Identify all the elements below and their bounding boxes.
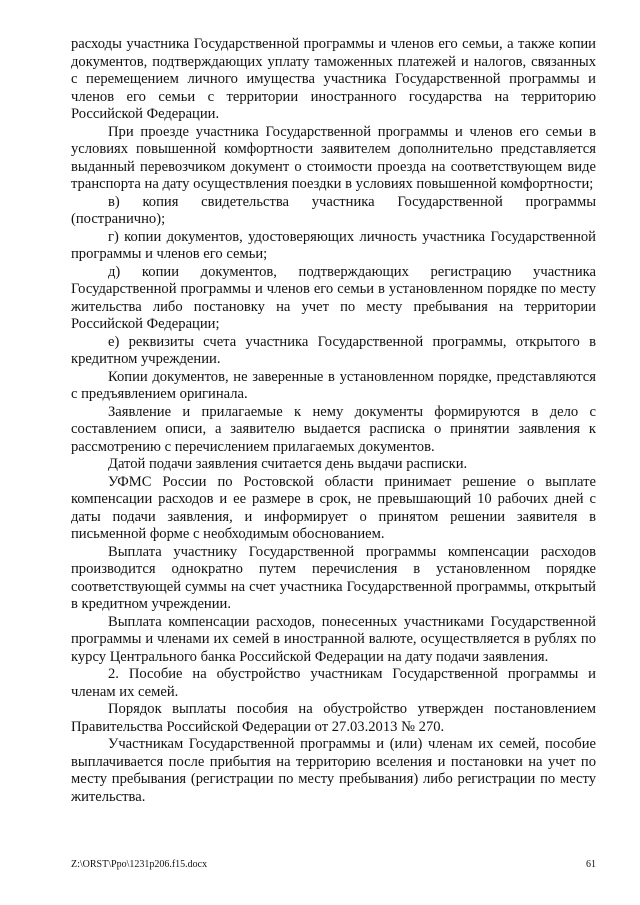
paragraph-11: Выплата участнику Государственной программы компенсации расходов производится однократно путем перечисления в установленном порядке соответствующей суммы на счет участника Государственной программы, открытый в кредитном учреждении.: [71, 543, 596, 612]
document-body: [71, 36, 596, 806]
paragraph-13: 2. Пособие на обустройство участникам Государственной программы и членам их семей.: [71, 666, 596, 700]
paragraph-2: При проезде участника Государственной программы и членов его семьи в условиях повышенной комфортности заявителем дополнительно представляется выданный перевозчиком документ о стоимости проезда на соответствующем виде транспорта на дату осуществления поездки в условиях повышенной комфортности;: [71, 123, 596, 192]
paragraph-8: Заявление и прилагаемые к нему документы формируются в дело с составлением описи, а заявителю выдается расписка о принятии заявления к рассмотрению с перечислением прилагаемых документов.: [71, 403, 596, 455]
file-path: Z:\ORST\Ppo\1231p206.f15.docx: [71, 859, 208, 870]
paragraph-1: расходы участника Государственной программы и членов его семьи, а также копии документов, подтверждающих уплату таможенных платежей и налогов, связанных с перемещением личного имущества участника Государственной программы и членов его семьи с территории иностранного государства на территорию Российской Федерации.: [71, 36, 596, 122]
paragraph-10: УФМС России по Ростовской области принимает решение о выплате компенсации расходов и ее размере в срок, не превышающий 10 рабочих дней с даты подачи заявления, и информирует о принятом решении заявителя в письменной форме с необходимым обоснованием.: [71, 473, 596, 542]
paragraph-6: е) реквизиты счета участника Государственной программы, открытого в кредитном учреждении.: [71, 333, 596, 367]
paragraph-12: Выплата компенсации расходов, понесенных участниками Государственной программы и членами их семей в иностранной валюте, осуществляется в рублях по курсу Центрального банка Российской Федерации на дату подачи заявления.: [71, 613, 596, 665]
paragraph-15: Участникам Государственной программы и (или) членам их семей, пособие выплачивается после прибытия на территорию вселения и постановки на учет по месту пребывания (регистрации по месту пребывания) либо регистрации по месту жительства.: [71, 736, 596, 805]
paragraph-4: г) копии документов, удостоверяющих личность участника Государственной программы и членов его семьи;: [71, 228, 596, 262]
paragraph-14: Порядок выплаты пособия на обустройство утвержден постановлением Правительства Российской Федерации от 27.03.2013 № 270.: [71, 701, 596, 735]
paragraph-3: в) копия свидетельства участника Государственной программы (постранично);: [71, 193, 596, 227]
paragraph-5: д) копии документов, подтверждающих регистрацию участника Государственной программы и членов его семьи в установленном порядке по месту жительства либо постановку на учет по месту пребывания на территории Российской Федерации;: [71, 263, 596, 332]
paragraph-9: Датой подачи заявления считается день выдачи расписки.: [108, 456, 468, 472]
paragraph-7: Копии документов, не заверенные в установленном порядке, представляются с предъявлением оригинала.: [71, 368, 596, 402]
page-number: 61: [586, 859, 596, 870]
